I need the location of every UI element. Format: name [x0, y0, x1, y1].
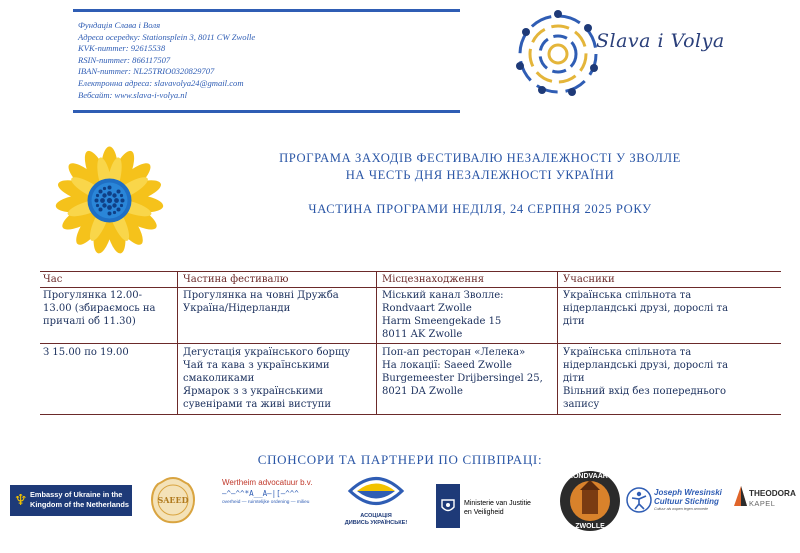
col-header-part: Частина фестивалю [183, 274, 289, 285]
row2-location: Поп-ап ресторан «Лелека» На локації: Saeed Zwolle Burgemeester Drijbersingel 25, 8021 DA Zwolle [382, 347, 543, 398]
col-header-participants: Учасники [563, 274, 615, 285]
table-col-rule [557, 272, 558, 414]
wertheim-advocatuur-logo: Wertheim advocatuur b.v. —^—^^*A__A—|[—^^^ overheid — ruimtelijke ordening — milieu [222, 478, 313, 505]
table-rule [40, 271, 781, 272]
foundation-address: Адреса осередку: Stationsplein 3, 8011 CW Zwolle [78, 31, 256, 42]
foundation-info [78, 20, 255, 101]
table-rule [40, 287, 781, 288]
foundation-iban: IBAN-nummer: NL25TRIO0320829707 [78, 66, 215, 77]
slava-i-volya-logo [515, 6, 740, 102]
theodora-kapel-logo: THEODORA KAPEL [733, 483, 797, 513]
rondvaart-wordmark: RONDVAART [567, 473, 613, 480]
col-header-time: Час [43, 274, 63, 285]
table-col-rule [177, 272, 178, 414]
row1-participants: Українська спільнота та нідерландські друзі, дорослі та діти [563, 290, 729, 328]
header-bottom-rule [73, 110, 460, 113]
zwolle-wordmark: ZWOLLE [575, 523, 605, 530]
dyvys-ukrainske-logo: АСОЦІАЦІЯ ДИВИСЬ УКРАЇНСЬКЕ! [341, 470, 411, 530]
eye-icon [347, 470, 405, 512]
triangle-mark-icon [733, 485, 748, 507]
logo-wordmark: Slava i Volya [596, 30, 725, 52]
row2-part: Дегустація українського борщу Чай та кава з українськими смаколиками Ярмарок з з українськими сувенірами та живі виступи [183, 347, 351, 411]
row1-time: Прогулянка 12.00- 13.00 (збираємось на причалі об 11.30) [43, 290, 156, 328]
joseph-wresinski-logo: Joseph Wresinski Cultuur Stichting Cultuur als wapen tegen armoede [626, 485, 728, 517]
row2-participants: Українська спільнота та нідерландські друзі, дорослі та діти Вільний вхід без попереднього запису [563, 347, 729, 411]
foundation-website: Вебсайт: www.slava-i-volya.nl [78, 89, 187, 100]
header-top-rule [73, 9, 460, 12]
foundation-name: Фундація Слава і Воля [78, 20, 161, 30]
col-header-location: Місцезнаходження [382, 274, 485, 285]
foundation-email: Електронна адреса: slavavolya24@gmail.com [78, 77, 244, 88]
row1-part: Прогулянка на човні Дружба Україна/Нідерланди [183, 290, 339, 315]
ministerie-van-justitie-logo: Ministerie van Justitie en Veiligheid [436, 484, 526, 528]
table-col-rule [376, 272, 377, 414]
coat-of-arms-icon [439, 497, 457, 515]
saeed-wordmark: SAEED [157, 495, 189, 505]
foundation-kvk: KVK-nummer: 92615538 [78, 43, 166, 54]
program-title-line1: ПРОГРАМА ЗАХОДІВ ФЕСТИВАЛЮ НЕЗАЛЕЖНОСТІ У ЗВОЛЛЕ [279, 151, 681, 165]
table-rule [40, 414, 781, 415]
saeed-logo [150, 476, 196, 524]
sponsors-title: СПОНСОРИ ТА ПАРТНЕРИ ПО СПІВПРАЦІ: [257, 452, 543, 467]
table-rule [40, 343, 781, 344]
embassy-of-ukraine-logo: ♆ Embassy of Ukraine in the Kingdom of the Netherlands [10, 485, 132, 516]
program-subtitle: ЧАСТИНА ПРОГРАМИ НЕДІЛЯ, 24 СЕРПНЯ 2025 РОКУ [308, 202, 652, 216]
sunflower-illustration [52, 143, 167, 258]
dancer-figure-icon [626, 487, 652, 513]
rondvaart-zwolle-logo [560, 468, 620, 534]
row2-time: З 15.00 по 19.00 [43, 347, 129, 358]
trident-icon: ♆ [14, 491, 28, 509]
foundation-rsin: RSIN-nummer: 866117507 [78, 54, 171, 65]
row1-location: Міський канал Зволле: Rondvaart Zwolle Harm Smeengekade 15 8011 AK Zwolle [382, 290, 504, 341]
program-title-line2: НА ЧЕСТЬ ДНЯ НЕЗАЛЕЖНОСТІ УКРАЇНИ [345, 168, 615, 182]
